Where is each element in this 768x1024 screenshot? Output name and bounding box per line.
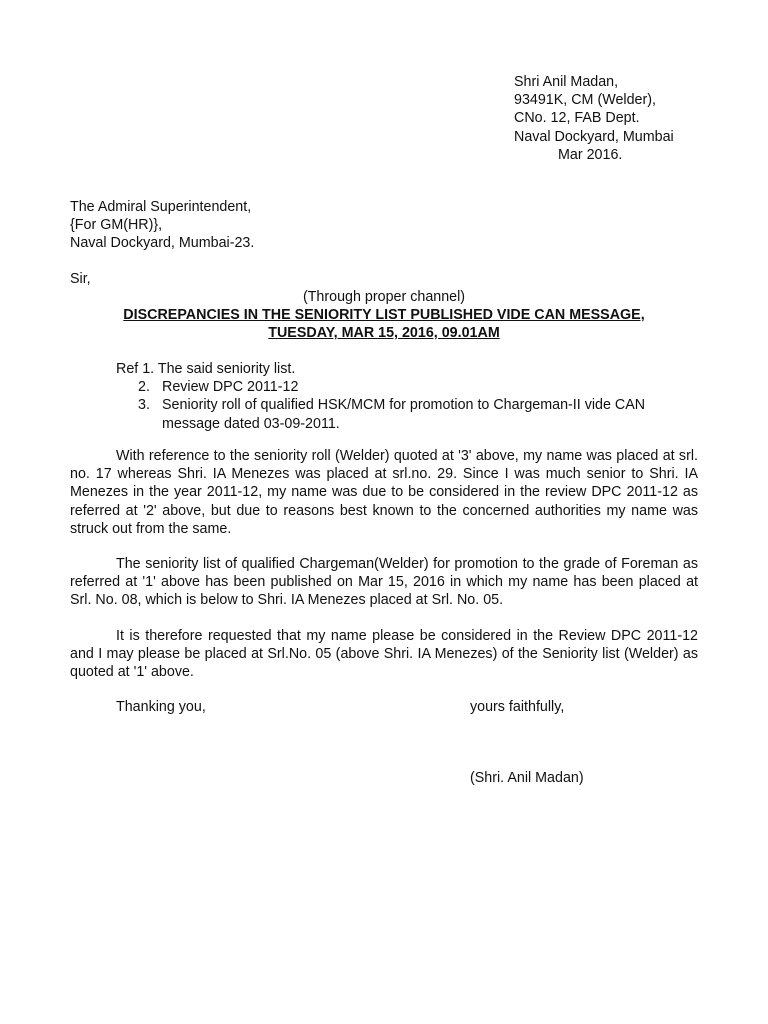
reference-text-3-line-2: message dated 03-09-2011. (162, 415, 340, 432)
closing-thanks: Thanking you, (116, 699, 206, 715)
signature-name: (Shri. Anil Madan) (470, 770, 584, 786)
body-paragraph-3: It is therefore requested that my name please be considered in the Review DPC 2011-12 and I may please be placed at Srl.No. 05 (above Shri. IA Menezes) of the Seniority list (Welder) as quoted at '1' above. (70, 628, 698, 681)
subject-line-2: TUESDAY, MAR 15, 2016, 09.01AM (268, 325, 500, 342)
reference-number-2: 2. (138, 379, 150, 396)
through-channel-note: (Through proper channel) (302, 289, 466, 305)
recipient-line-3: Naval Dockyard, Mumbai-23. (70, 235, 255, 252)
sender-cno: CNo. 12, FAB Dept. (514, 110, 640, 127)
sender-name: Shri Anil Madan, (514, 74, 619, 90)
subject-line-1: DISCREPANCIES IN THE SENIORITY LIST PUBLISHED VIDE CAN MESSAGE, (123, 307, 645, 323)
sender-id: 93491K, CM (Welder), (514, 92, 656, 109)
recipient-line-2: {For GM(HR)}, (70, 217, 163, 234)
body-paragraph-2: The seniority list of qualified Chargeman(Welder) for promotion to the grade of Foreman as referred at '1' above has been published on Mar 15, 2016 in which my name has been placed at Srl. No. 08, which is below to Shri. IA Menezes placed at Srl. No. 05. (70, 556, 698, 609)
salutation: Sir, (70, 271, 91, 287)
reference-item-1 (116, 360, 716, 378)
closing-yours-faithfully: yours faithfully, (470, 699, 565, 715)
reference-number-3: 3. (138, 397, 150, 414)
subject-heading (70, 306, 698, 342)
references-list (116, 360, 716, 433)
reference-text-3-line-1: Seniority roll of qualified HSK/MCM for promotion to Chargeman-II vide CAN (162, 397, 646, 414)
body-paragraph-1: With reference to the seniority roll (Welder) quoted at '3' above, my name was placed at srl. no. 17 whereas Shri. IA Menezes was placed at srl.no. 29. Since I was much senior to Shri. IA Menezes in the year 2011-12, my name was due to be considered in the review DPC 2011-12 as referred at '2' above, but due to reasons best known to the concerned authorities my name was struck out from the same. (70, 448, 698, 537)
recipient-address-block (70, 198, 254, 253)
reference-text-2: Review DPC 2011-12 (162, 379, 299, 396)
reference-text-1: Ref 1. The said seniority list. (116, 361, 296, 377)
sender-address-block (514, 73, 674, 164)
recipient-line-1: The Admiral Superintendent, (70, 199, 252, 215)
sender-place: Naval Dockyard, Mumbai (514, 128, 674, 145)
reference-item-2 (116, 378, 716, 396)
letter-date: Mar 2016. (558, 146, 623, 163)
reference-item-3 (116, 396, 716, 432)
